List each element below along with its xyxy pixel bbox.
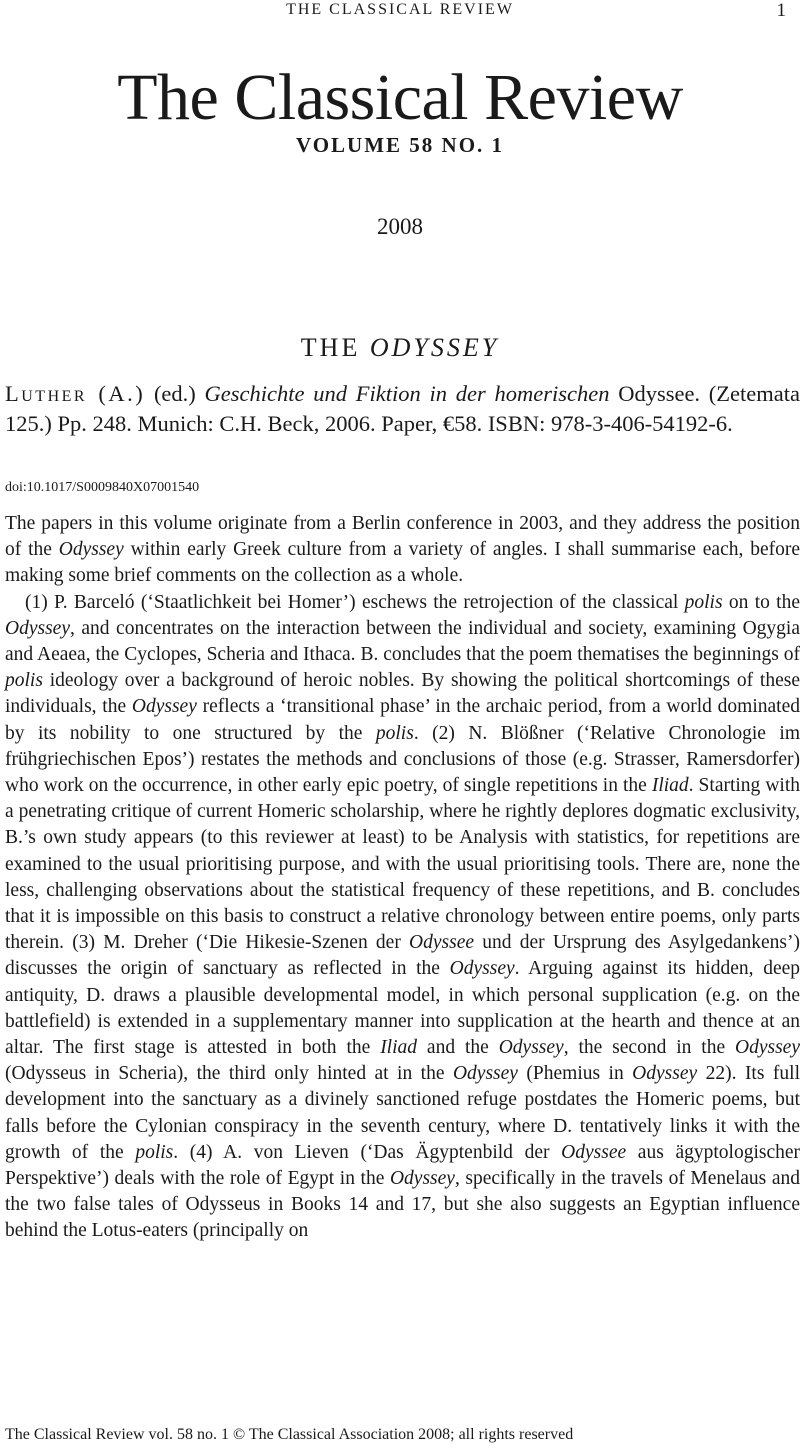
doi-link[interactable]: doi:10.1017/S0009840X07001540 bbox=[5, 480, 200, 495]
copyright-footer: The Classical Review vol. 58 no. 1 © The Classical Association 2008; all rights reserved bbox=[5, 1426, 574, 1443]
section-title-work: ODYSSEY bbox=[369, 333, 500, 362]
page-number: 1 bbox=[776, 0, 786, 21]
review-publication-details: Odyssee. (Zetemata 125.) Pp. 248. Munich: C.H. Beck, 2006. Paper, €58. ISBN: 978-3-406-54192-6. bbox=[5, 381, 800, 436]
review-book-title: Geschichte und Fiktion in der homerischen bbox=[204, 381, 610, 406]
section-title-prefix: THE bbox=[300, 333, 370, 362]
running-head bbox=[0, 0, 800, 22]
section-title bbox=[0, 333, 800, 363]
review-author: Luther (A.) bbox=[5, 381, 146, 406]
issue-year: 2008 bbox=[377, 214, 423, 239]
review-editor-mark: (ed.) bbox=[145, 381, 205, 406]
journal-title: The Classical Review bbox=[117, 61, 683, 134]
running-title: THE CLASSICAL REVIEW bbox=[286, 1, 514, 18]
review-body bbox=[5, 511, 800, 1245]
paragraph-2: (1) P. Barceló (‘Staatlichkeit bei Homer’) eschews the retrojection of the classical polis on to the Odyssey, and concentrates on the interaction between the individual and society, examining Ogygia and Aeaea, the Cyclopes, Scheria and Ithaca. B. concludes that the poem thematises the beginnings of polis ideology over a background of heroic nobles. By showing the political shortcomings of these individuals, the Odyssey reflects a ‘transitional phase’ in the archaic period, from a world dominated by its nobility to one structured by the polis. (2) N. Blößner (‘Relative Chronologie im frühgriechischen Epos’) restates the methods and conclusions of those (e.g. Strasser, Ramersdorfer) who work on the occurrence, in other early epic poetry, of single repetitions in the Iliad. Starting with a penetrating critique of current Homeric scholarship, where he rightly deplores dogmatic exclusivity, B.’s own study appears (to this reviewer at least) to be Analysis with statistics, for repetitions are examined to the usual prioritising purpose, and with the usual prioritising tools. There are, none the less, challenging observations about the statistical frequency of these repetitions, and B. concludes that it is impossible on this basis to construct a relative chronology between entire poems, only parts therein. (3) M. Dreher (‘Die Hikesie-Szenen der Odyssee und der Ursprung des Asylgedankens’) discusses the origin of sanctuary as reflected in the Odyssey. Arguing against its hidden, deep antiquity, D. draws a plausible developmental model, in which personal supplication (e.g. on the battlefield) is extended in a supplementary manner into supplication at the hearth and thence at an altar. The first stage is attested in both the Iliad and the Odyssey, the second in the Odyssey (Odysseus in Scheria), the third only hinted at in the Odyssey (Phemius in Odyssey 22). Its full development into the sanctuary as a divinely sanctioned refuge postdates the Homeric poems, but falls before the Cylonian conspiracy in the seventh century, where D. tentatively links it with the growth of the polis. (4) A. von Lieven (‘Das Ägyptenbild der Odyssee aus ägyptologischer Perspektive’) deals with the role of Egypt in the Odyssey, specifically in the travels of Menelaus and the two false tales of Odysseus in Books 14 and 17, but she also suggests an Egyptian influence behind the Lotus-eaters (principally on bbox=[5, 591, 800, 1242]
paragraph-1: The papers in this volume originate from a Berlin conference in 2003, and they address the position of the Odyssey within early Greek culture from a variety of angles. I shall summarise each, before making some brief comments on the collection as a whole. bbox=[5, 513, 800, 587]
review-citation bbox=[5, 379, 800, 439]
volume-line: VOLUME 58 NO. 1 bbox=[295, 133, 505, 157]
